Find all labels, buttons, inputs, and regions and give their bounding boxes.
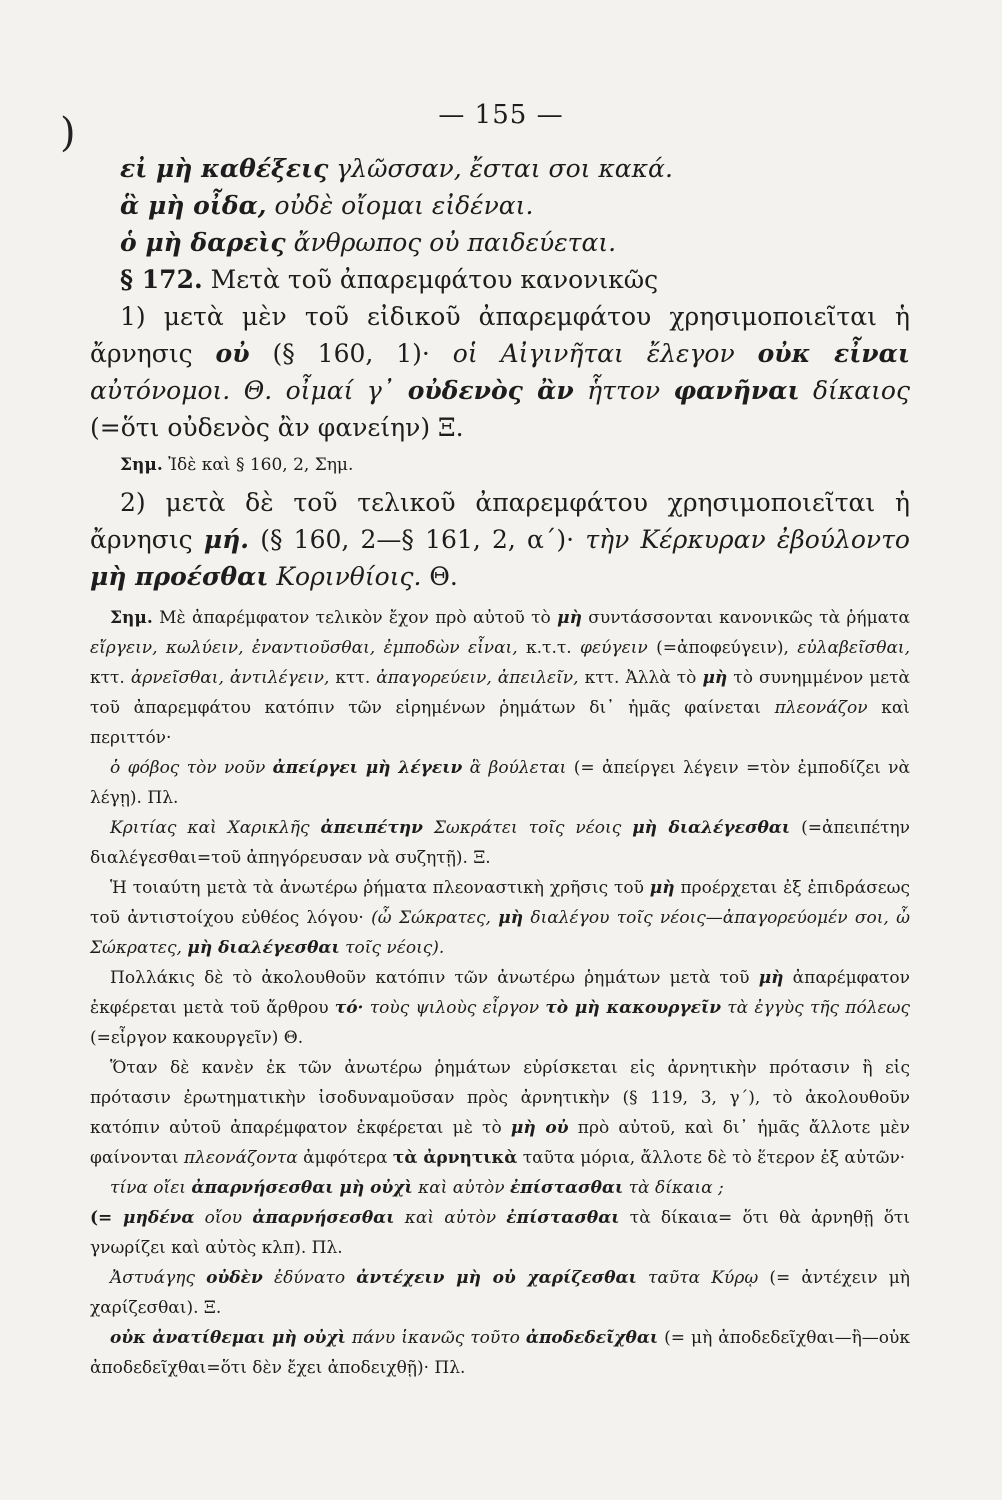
- section-number: § 172.: [120, 265, 203, 294]
- example-phobos: ὁ φόβος τὸν νοῦν ἀπείργει μὴ λέγειν ἃ βούλεται (= ἀπείργει λέγειν =τὸν ἐμποδίζει νὰ λέγῃ). Πλ.: [90, 758, 910, 808]
- example-line-3: ὁ μὴ δαρεὶς ἄνθρωπος οὐ παιδεύεται.: [120, 228, 617, 257]
- paragraph-otan: Ὅταν δὲ κανὲν ἐκ τῶν ἀνωτέρω ῥημάτων εὑρίσκεται εἰς ἀρνητικὴν πρότασιν ἢ εἰς πρότασιν ἐρωτηματικὴν ἰσοδυναμοῦσαν πρὸς ἀρνητικὴν (§ 119, 3, γ΄), τὸ ἀκολουθοῦν κατόπιν αὐτοῦ ἀπαρέμφατον ἐκφέρεται μὲ τὸ μὴ οὐ πρὸ αὐτοῦ, καὶ δι᾽ ἡμᾶς ἄλλοτε μὲν φαίνονται πλεονάζοντα ἀμφότερα τὰ ἀρνητικὰ ταῦτα μόρια, ἄλλοτε δὲ τὸ ἕτερον ἐξ αὐτῶν·: [90, 1058, 911, 1168]
- section-heading: [90, 261, 910, 298]
- page-number: — 155 —: [438, 100, 564, 130]
- example-astyagis: Ἀστυάγης οὐδὲν ἐδύνατο ἀντέχειν μὴ οὐ χαρίζεσθαι ταῦτα Κύρῳ (= ἀντέχειν μὴ χαρίζεσθαι). Ξ.: [90, 1268, 910, 1318]
- note-label: Σημ.: [120, 455, 163, 475]
- paragraph-pollakis: Πολλάκις δὲ τὸ ἀκολουθοῦν κατόπιν τῶν ἀνωτέρω ῥημάτων μετὰ τοῦ μὴ ἀπαρέμφατον ἐκφέρεται μετὰ τοῦ ἄρθρου τό· τοὺς ψιλοὺς εἶργον τὸ μὴ κακουργεῖν τὰ ἐγγὺς τῆς πόλεως (=εἶργον κακουργεῖν) Θ.: [90, 968, 911, 1048]
- margin-bracket-mark: ): [60, 110, 76, 156]
- example-ouk: οὐκ ἀνατίθεμαι μὴ οὐχὶ πάνυ ἱκανῶς τοῦτο ἀποδεδεῖχθαι (= μὴ ἀποδεδεῖχθαι—ἢ—οὐκ ἀποδεδεῖχθαι=ὅτι δὲν ἔχει ἀποδειχθῇ)· Πλ.: [90, 1328, 910, 1378]
- paragraph-2: 2) μετὰ δὲ τοῦ τελικοῦ ἀπαρεμφάτου χρησιμοποιεῖται ἡ ἄρνησις μή. (§ 160, 2—§ 161, 2, α΄)· τὴν Κέρκυραν ἐβούλοντο μὴ προέσθαι Κορινθίοις. Θ.: [90, 488, 910, 591]
- paragraph-1: 1) μετὰ μὲν τοῦ εἰδικοῦ ἀπαρεμφάτου χρησιμοποιεῖται ἡ ἄρνησις οὐ (§ 160, 1)· οἱ Αἰγινῆται ἔλεγον οὐκ εἶναι αὐτόνομοι. Θ. οἶμαί γ᾽ οὐδενὸς ἂν ἧττον φανῆναι δίκαιος (=ὅτι οὐδενὸς ἂν φανείην) Ξ.: [90, 302, 910, 442]
- example-kritias: Κριτίας καὶ Χαρικλῆς ἀπειπέτην Σωκράτει τοῖς νέοις μὴ διαλέγεσθαι (=ἀπειπέτην διαλέγεσθαι=τοῦ ἀπηγόρευσαν νὰ συζητῇ). Ξ.: [90, 818, 910, 868]
- example-line-1: εἰ μὴ καθέξεις γλῶσσαν, ἔσται σοι κακά.: [120, 154, 673, 183]
- example-tina: τίνα οἴει ἀπαρνήσεσθαι μὴ οὐχὶ καὶ αὐτὸν ἐπίστασθαι τὰ δίκαια ; (= μηδένα οἴου ἀπαρνήσεσθαι καὶ αὐτὸν ἐπίστασθαι τὰ δίκαια= ὅτι θὰ ἀρνηθῇ ὅτι γνωρίζει καὶ αὐτὸς κλπ). Πλ.: [90, 1178, 910, 1258]
- example-line-2: ἃ μὴ οἶδα, οὐδὲ οἴομαι εἰδέναι.: [120, 191, 534, 220]
- page-body: [90, 150, 910, 1383]
- note-1: Σημ. Ἰδὲ καὶ § 160, 2, Σημ.: [120, 455, 354, 475]
- note-label: Σημ.: [110, 608, 153, 628]
- section-title: Μετὰ τοῦ ἀπαρεμφάτου κανονικῶς: [202, 265, 659, 294]
- note-2: Σημ. Μὲ ἀπαρέμφατον τελικὸν ἔχον πρὸ αὐτοῦ τὸ μὴ συντάσσονται κανονικῶς τὰ ῥήματα εἴργειν, κωλύειν, ἐναντιοῦσθαι, ἐμποδὼν εἶναι, κ.τ.τ. φεύγειν (=ἀποφεύγειν), εὐλαβεῖσθαι, κττ. ἀρνεῖσθαι, ἀντιλέγειν, κττ. ἀπαγορεύειν, ἀπειλεῖν, κττ. Ἀλλὰ τὸ μὴ τὸ συνημμένον μετὰ τοῦ ἀπαρεμφάτου κατόπιν τῶν εἰρημένων ῥημάτων δι᾽ ἡμᾶς φαίνεται πλεονάζον καὶ περιττόν·: [90, 608, 910, 748]
- paragraph-toiauti: Ἡ τοιαύτη μετὰ τὰ ἀνωτέρω ῥήματα πλεοναστικὴ χρῆσις τοῦ μὴ προέρχεται ἐξ ἐπιδράσεως τοῦ ἀντιστοίχου εὐθέος λόγου· (ὦ Σώκρατες, μὴ διαλέγου τοῖς νέοις—ἀπαγορεύομέν σοι, ὦ Σώκρατες, μὴ διαλέγεσθαι τοῖς νέοις).: [90, 878, 910, 958]
